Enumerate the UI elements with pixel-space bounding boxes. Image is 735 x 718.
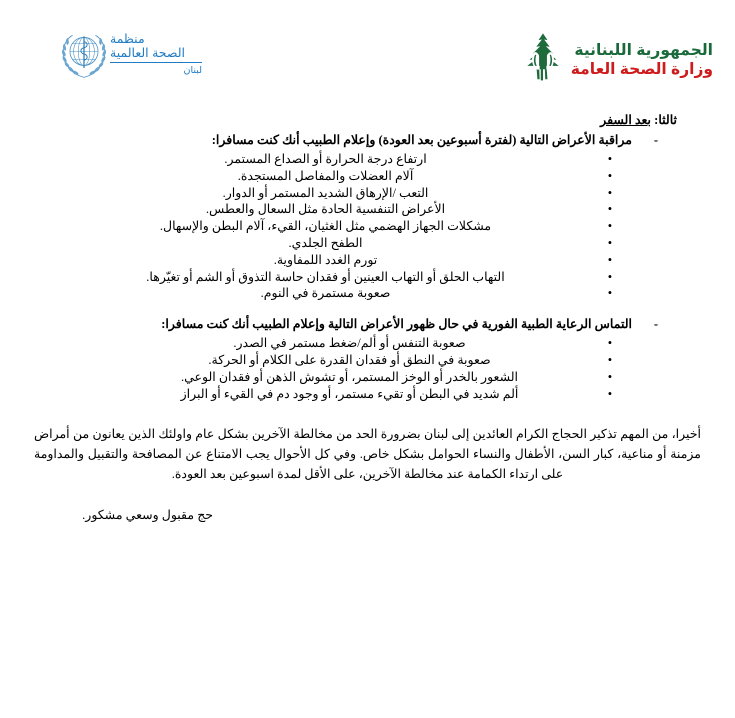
list-item [34,252,617,269]
list-item [82,386,617,403]
bullet-icon: • [607,219,613,234]
bullet-icon: • [607,168,613,183]
list-item [34,185,617,202]
symptoms-monitor-list-wrap [22,151,713,302]
closing-paragraph [22,424,713,484]
symptom-text: ارتفاع درجة الحرارة أو الصداع المستمر. [224,152,427,166]
bullet-icon: • [607,152,613,166]
list-item [34,201,617,218]
document-body [22,112,713,524]
list-item [82,352,617,369]
list-item [82,335,617,352]
symptom-text: الشعور بالخدر أو الوخز المستمر، أو تشوش الذهن أو فقدان الوعي. [181,369,518,384]
symptoms-urgent-list [82,335,617,402]
list-item [34,218,617,235]
republic-label: الجمهورية اللبنانية [574,42,713,59]
bullet-icon: • [607,369,613,384]
symptom-text: صعوبة مستمرة في النوم. [260,286,391,301]
bullet-icon: • [607,269,613,284]
moph-logo [507,30,713,86]
symptom-text: صعوبة التنفس أو ألم/ضغط مستمر في الصدر. [233,336,466,351]
symptoms-monitor-list [34,151,617,302]
document-header [0,22,735,102]
who-name-line2: الصحة العالمية [110,46,185,60]
dash-marker: - [653,133,658,147]
list-item [34,235,617,252]
symptom-text: مشكلات الجهاز الهضمي مثل الغثيان، القيء، آلام البطن والإسهال. [159,219,492,234]
who-name-line1: منظمة [110,32,145,46]
closing-line: مزمنة أو مناعية، كبار السن، الأطفال والنساء الحوامل بشكل خاص. وفي كل الأحوال يجب الامتناع عن المصافحة والتقبيل والمداومة [34,447,701,462]
lebanon-cedar-icon [515,30,571,86]
who-logo [52,28,202,80]
who-divider [110,62,202,63]
symptom-text: الطفح الجلدي. [288,235,363,250]
bullet-icon: • [607,352,613,367]
who-emblem-icon [58,28,110,80]
symptoms-urgent-list-wrap [22,335,713,402]
bullet-icon: • [607,185,613,200]
dash-marker: - [653,317,658,332]
main-instruction-text: مراقبة الأعراض التالية (لفترة أسبوعين بعد العودة) وإعلام الطبيب أنك كنت مسافرا: [211,133,632,147]
symptom-text: آلام العضلات والمفاصل المستجدة. [237,168,414,183]
list-item [34,168,617,185]
section-number-label: ثالثا: [651,113,677,127]
bullet-icon: • [607,336,613,351]
page-title [22,112,713,129]
closing-line: على ارتداء الكمامة عند مخالطة الآخرين، على الأقل لمدة اسبوعين بعد العودة. [171,467,564,482]
paragraph-spacer [22,402,713,424]
symptom-text: تورم الغدد اللمفاوية. [273,252,378,267]
signoff-spacer [22,484,713,506]
bullet-icon: • [607,386,613,401]
bullet-icon: • [607,235,613,250]
section-title-underlined: بعد السفر [600,113,652,127]
bullet-icon: • [607,286,613,301]
main-instruction-text: التماس الرعاية الطبية الفورية في حال ظهور الأعراض التالية وإعلام الطبيب أنك كنت مسافرا: [161,317,632,332]
list-item [82,369,617,386]
list-item [34,151,617,168]
main-instruction-urgent [22,316,713,333]
symptom-text: ألم شديد في البطن أو تقيء مستمر، أو وجود دم في القيء أو البراز [180,386,519,401]
list-item [34,285,617,302]
closing-line: أخيرا، من المهم تذكير الحجاج الكرام العائدين إلى لبنان بضرورة الحد من مخالطة الآخرين بشكل عام واولئك الذين يعانون من أمراض [34,427,701,442]
list-item [34,269,617,286]
signoff-text: حج مقبول وسعي مشكور. [82,508,213,523]
who-wordmark [110,28,202,76]
bullet-icon: • [607,202,613,217]
symptom-text: الأعراض التنفسية الحادة مثل السعال والعطس. [205,202,446,217]
ministry-label: وزارة الصحة العامة [570,61,713,78]
list-spacer [22,302,713,316]
main-instruction-monitor [22,132,713,149]
symptom-text: صعوبة في النطق أو فقدان القدرة على الكلام أو الحركة. [208,352,491,367]
who-country-label: لبنان [183,65,202,76]
moph-wordmark [571,37,713,79]
symptom-text: التعب /الإرهاق الشديد المستمر أو الدوار. [222,185,429,200]
symptom-text: التهاب الحلق أو التهاب العينين أو فقدان حاسة التذوق أو الشم أو تغيّرها. [146,269,505,284]
bullet-icon: • [607,252,613,267]
